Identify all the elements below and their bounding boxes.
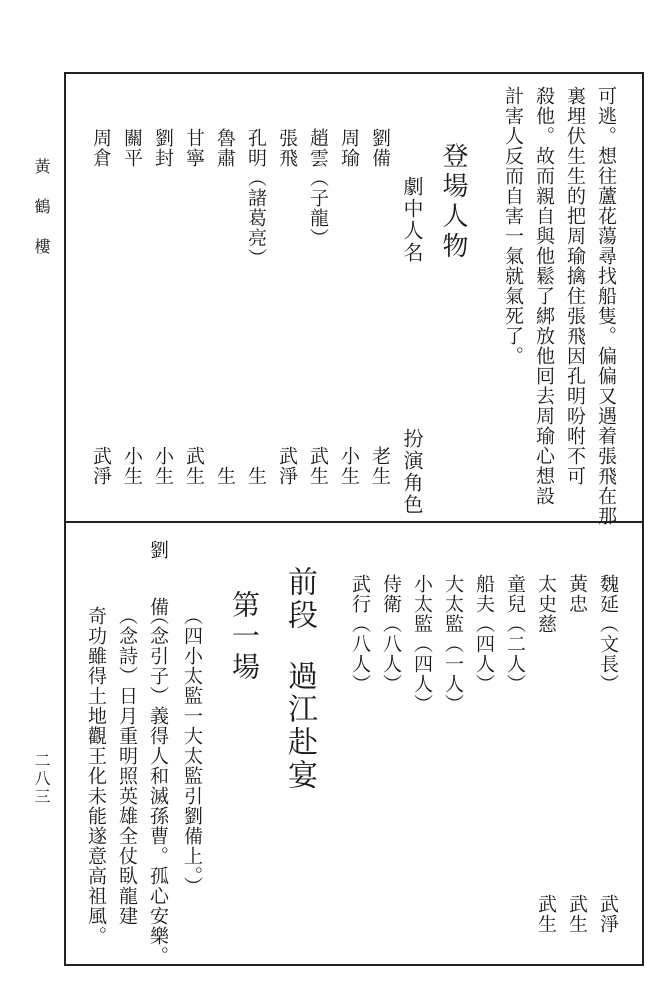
cast-role: 生 bbox=[214, 466, 236, 486]
cast-name: 魯肅 bbox=[214, 128, 236, 168]
cast-role: 小生 bbox=[338, 446, 360, 486]
synopsis-line-1: 可逃。想往蘆花蕩尋找船隻。偏偏又遇着張飛在那 bbox=[595, 86, 617, 526]
cast-name: 孔明（諸葛亮） bbox=[245, 128, 267, 268]
cast-name: 魏延（文長） bbox=[597, 574, 619, 694]
part-label: 前段 bbox=[282, 566, 317, 632]
running-title: 黃鶴樓 bbox=[32, 158, 51, 278]
synopsis-line-3: 殺他。故而親自與他鬆了綁放他囘去周瑜心想設 bbox=[533, 86, 555, 506]
synopsis-line-4: 計害人反而自害一氣就氣死了。 bbox=[502, 86, 524, 366]
cast-column-name-header: 劇中人名 bbox=[400, 176, 424, 264]
stage-direction: （四小太監一大太監引劉備上。） bbox=[181, 606, 203, 897]
cast-name: 童兒（二人） bbox=[504, 574, 526, 694]
cast-name: 船夫（四人） bbox=[473, 574, 495, 694]
cast-name: 趙雲（子龍） bbox=[307, 128, 329, 248]
cast-role: 生 bbox=[245, 466, 267, 486]
cast-name: 張飛 bbox=[276, 128, 298, 168]
cast-name: 甘寧 bbox=[183, 128, 205, 168]
cast-name: 周倉 bbox=[90, 128, 112, 168]
cast-name: 劉封 bbox=[152, 128, 174, 168]
cast-name: 小太監（四人） bbox=[411, 574, 433, 714]
cast-role: 武生 bbox=[183, 446, 205, 486]
cast-name: 太史慈 bbox=[535, 574, 557, 634]
scene-label: 第一場 bbox=[228, 590, 261, 683]
cast-role: 小生 bbox=[121, 446, 143, 486]
cast-role: 老生 bbox=[369, 446, 391, 486]
dialogue-line-3: 奇功雖得土地觀王化未能遂意高祖風。 bbox=[85, 606, 107, 946]
cast-name: 侍衛（八人） bbox=[380, 574, 402, 694]
cast-role: 武淨 bbox=[597, 894, 619, 934]
cast-role: 小生 bbox=[152, 446, 174, 486]
cast-role: 武生 bbox=[535, 894, 557, 934]
cast-role: 武淨 bbox=[276, 446, 298, 486]
synopsis-line-2: 裏埋伏生生的把周瑜擒住張飛因孔明吩咐不可 bbox=[564, 86, 586, 486]
cast-name: 大太監（一人） bbox=[442, 574, 464, 714]
cast-role: 武生 bbox=[307, 446, 329, 486]
part-title: 過江赴宴 bbox=[282, 660, 317, 792]
cast-role: 武淨 bbox=[90, 446, 112, 486]
cast-name: 武行（八人） bbox=[349, 574, 371, 694]
dialogue-line-1: （念引子）義得人和滅孫曹。孤心安樂。 bbox=[147, 606, 169, 966]
speaker-name: 劉 備 bbox=[147, 540, 169, 616]
cast-column-role-header: 扮演角色 bbox=[400, 428, 424, 516]
section-divider bbox=[66, 521, 642, 523]
dialogue-line-2: （念詩）日月重明照英雄全仗臥龍建 bbox=[116, 606, 138, 926]
page-number: 二八三 bbox=[32, 752, 51, 806]
cast-name: 周瑜 bbox=[338, 128, 360, 168]
cast-name: 黃忠 bbox=[566, 574, 588, 614]
cast-name: 關平 bbox=[121, 128, 143, 168]
cast-name: 劉備 bbox=[369, 128, 391, 168]
cast-heading: 登場人物 bbox=[438, 142, 468, 262]
cast-role: 武生 bbox=[566, 894, 588, 934]
